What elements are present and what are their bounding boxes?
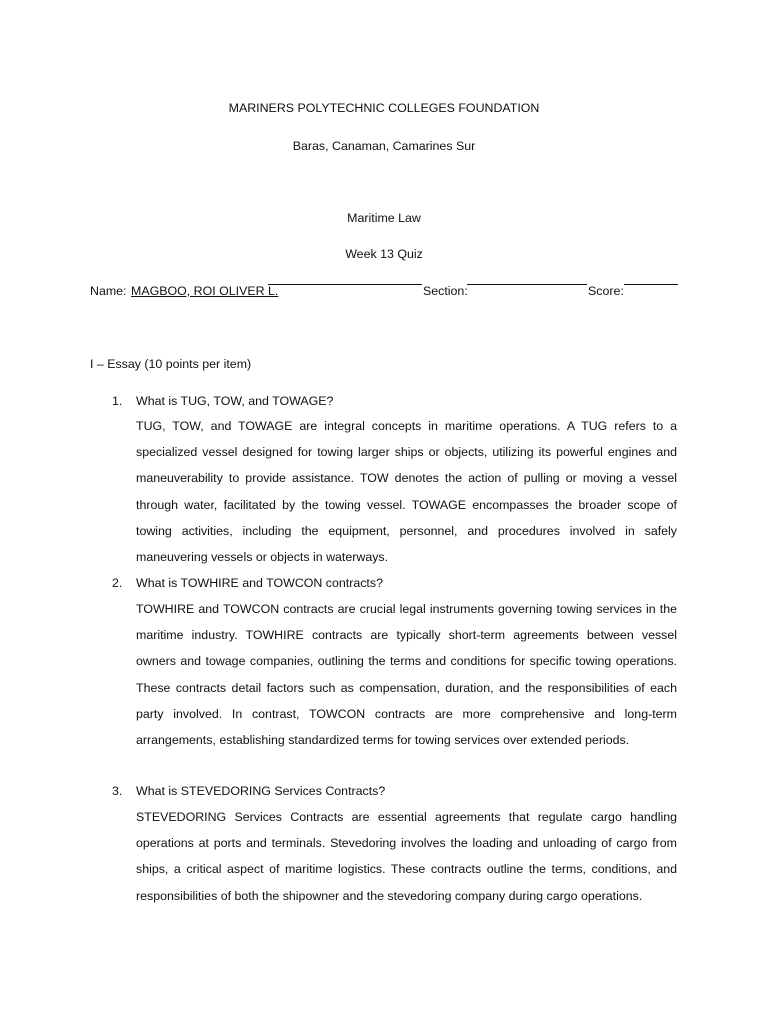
- essay-section-title: I – Essay (10 points per item): [90, 357, 252, 371]
- subject-title: Maritime Law: [347, 211, 421, 225]
- name-label: Name:: [90, 284, 127, 298]
- question-number: 2.: [112, 576, 123, 590]
- institution-address: Baras, Canaman, Camarines Sur: [292, 139, 476, 153]
- question-text: What is TOWHIRE and TOWCON contracts?: [136, 576, 383, 590]
- name-blank-line: [268, 284, 422, 285]
- quiz-title: Week 13 Quiz: [345, 247, 423, 261]
- section-blank-line: [467, 284, 587, 285]
- answer-text: TUG, TOW, and TOWAGE are integral concepts in maritime operations. A TUG refers to a specialized vessel designed for towing larger ships or objects, utilizing its powerful engines and maneuverability to provide assistance. TOW denotes the action of pulling or moving a vessel through water, facilitated by the towing vessel. TOWAGE encompasses the broader scope of towing activities, including the equipment, personnel, and procedures involved in safely maneuvering vessels or objects in waterways.: [136, 419, 677, 565]
- section-label: Section:: [423, 284, 468, 298]
- question-number: 1.: [112, 394, 123, 408]
- score-label: Score:: [588, 284, 624, 298]
- score-blank-line: [624, 284, 678, 285]
- answer-text: STEVEDORING Services Contracts are essential agreements that regulate cargo handling operations at ports and terminals. Stevedoring involves the loading and unloading of cargo from ships, a critical aspect of maritime logistics. These contracts outline the terms, conditions, and responsibilities of both the shipowner and the stevedoring company during cargo operations.: [136, 810, 677, 903]
- question-text: What is STEVEDORING Services Contracts?: [136, 784, 386, 798]
- question-number: 3.: [112, 784, 123, 798]
- name-value: MAGBOO, ROI OLIVER L.: [131, 284, 279, 298]
- student-info-line: [90, 284, 678, 300]
- answer-text: TOWHIRE and TOWCON contracts are crucial legal instruments governing towing services in the maritime industry. TOWHIRE contracts are typically short-term agreements between vessel owners and towage companies, outlining the terms and conditions for specific towing operations. These contracts detail factors such as compensation, duration, and the responsibilities of each party involved. In contrast, TOWCON contracts are more comprehensive and long-term arrangements, establishing standardized terms for towing services over extended periods.: [136, 602, 677, 748]
- question-text: What is TUG, TOW, and TOWAGE?: [136, 394, 334, 408]
- institution-name: MARINERS POLYTECHNIC COLLEGES FOUNDATION: [228, 101, 540, 115]
